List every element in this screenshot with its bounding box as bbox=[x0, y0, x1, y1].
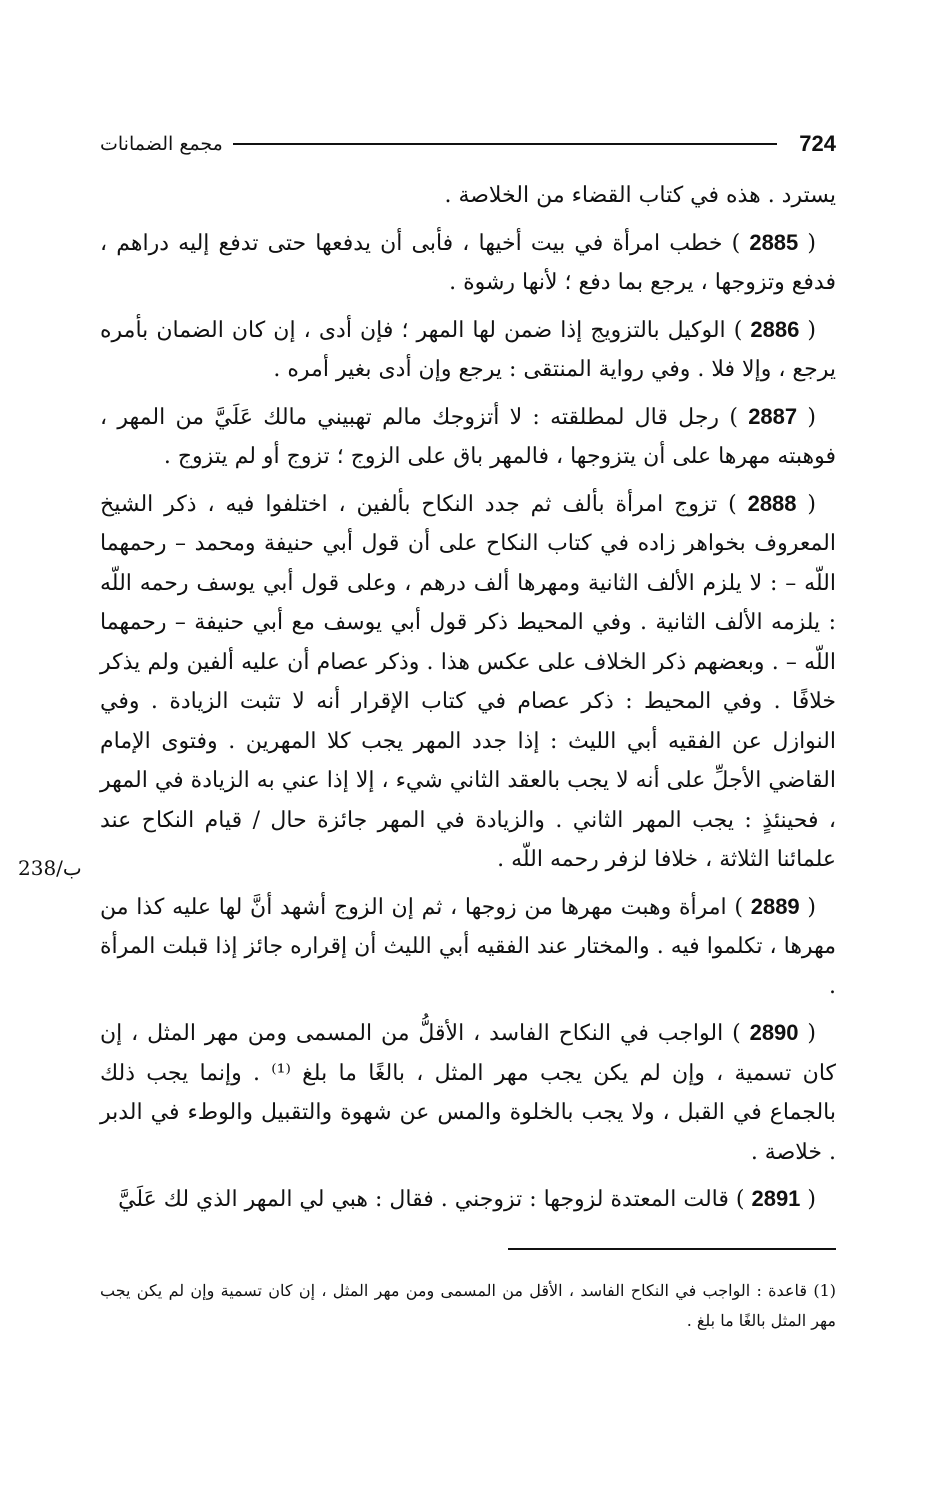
entry-number: 2886 bbox=[750, 316, 800, 342]
entry-text: رجل قال لمطلقته : لا أتزوجك مالم تهبيني مالك عَلَيَّ من المهر ، فوهبته مهرها على أن يتزوجها ، فالمهر باق على الزوج ؛ تزوج أو لم يتزوج . bbox=[100, 404, 836, 469]
page-header bbox=[100, 124, 836, 164]
entry-number: 2885 bbox=[749, 229, 799, 255]
entry-paragraph: ( 2885 ) خطب امرأة في بيت أخيها ، فأبى أن يدفعها حتى تدفع إليه دراهم ، فدفع وتزوجها ، يرجع بما دفع ؛ لأنها رشوة . bbox=[100, 229, 836, 295]
entry-text: قالت المعتدة لزوجها : تزوجني . فقال : هبي لي المهر الذي لك عَلَيَّ bbox=[118, 1187, 729, 1212]
header-rule bbox=[233, 143, 777, 145]
entry-number: 2891 bbox=[751, 1186, 801, 1211]
entry-paragraph: ( 2891 ) قالت المعتدة لزوجها : تزوجني . فقال : هبي لي المهر الذي لك عَلَيَّ bbox=[118, 1186, 816, 1212]
footnote: (1) قاعدة : الواجب في النكاح الفاسد ، الأقل من المسمى ومن مهر المثل ، إن كان تسمية وإن لم يكن يجب مهر المثل بالغًا ما بلغ . bbox=[100, 1281, 836, 1330]
footnote-rule bbox=[508, 1248, 836, 1250]
entry-text: الوكيل بالتزويج إذا ضمن لها المهر ؛ فإن أدى ، إن كان الضمان بأمره يرجع ، وإلا فلا . وفي رواية المنتقى : يرجع وإن أدى بغير أمره . bbox=[100, 317, 836, 382]
entry-number: 2887 bbox=[748, 403, 798, 429]
entry-text: الواجب في النكاح الفاسد ، الأقلُّ من المسمى ومن مهر المثل ، إن كان تسمية ، وإن لم يكن يجب مهر المثل ، بالغًا ما بلغ ⁽¹⁾ . وإنما يجب ذلك بالجماع في القبل ، ولا يجب بالخلوة والمس عن شهوة والتقبيل والوطء في الدبر . خلاصة . bbox=[100, 1021, 836, 1165]
intro-paragraph: يسترد . هذه في كتاب القضاء من الخلاصة . bbox=[444, 183, 836, 208]
entry-text: تزوج امرأة بألف ثم جدد النكاح بألفين ، اختلفوا فيه ، ذكر الشيخ المعروف بخواهر زاده في كتاب النكاح على أن قول أبي حنيفة ومحمد – رحمهما اللّه – : لا يلزم الألف الثانية ومهرها ألف درهم ، وعلى قول أبي يوسف رحمه اللّه : يلزمه الألف الثانية . وفي المحيط ذكر قول أبي يوسف مع أبي حنيفة – رحمهما اللّه – . وبعضهم ذكر الخلاف على عكس هذا . وذكر عصام أن عليه ألفين ولم يذكر خلافًا . وفي المحيط : ذكر عصام في كتاب الإقرار أنه لا تثبت الزيادة . وفي النوازل عن الفقيه أبي الليث : إذا جدد المهر يجب كلا المهرين . وفتوى الإمام القاضي الأجلِّ على أنه لا يجب بالعقد الثاني شيء ، إلا إذا عني به الزيادة في المهر ، فحينئذٍ : يجب المهر الثاني . والزيادة في المهر جائزة حال / قيام النكاح عند علمائنا الثلاثة ، خلافا لزفر رحمه اللّه . bbox=[100, 491, 836, 872]
running-title: مجمع الضمانات bbox=[100, 133, 223, 155]
entry-text: امرأة وهبت مهرها من زوجها ، ثم إن الزوج أشهد أنَّ لها عليه كذا من مهرها ، تكلموا فيه . والمختار عند الفقيه أبي الليث أن إقراره جائز إذا قبلت المرأة . bbox=[100, 894, 836, 999]
entry-paragraph: ( 2889 ) امرأة وهبت مهرها من زوجها ، ثم إن الزوج أشهد أنَّ لها عليه كذا من مهرها ، تكلموا فيه . والمختار عند الفقيه أبي الليث أن إقراره جائز إذا قبلت المرأة . bbox=[100, 893, 836, 999]
entry-paragraph: ( 2888 ) تزوج امرأة بألف ثم جدد النكاح بألفين ، اختلفوا فيه ، ذكر الشيخ المعروف بخواهر زاده في كتاب النكاح على أن قول أبي حنيفة ومحمد – رحمهما اللّه – : لا يلزم الألف الثانية ومهرها ألف درهم ، وعلى قول أبي يوسف رحمه اللّه : يلزمه الألف الثانية . وفي المحيط ذكر قول أبي يوسف مع أبي حنيفة – رحمهما اللّه – . وبعضهم ذكر الخلاف على عكس هذا . وذكر عصام أن عليه ألفين ولم يذكر خلافًا . وفي المحيط : ذكر عصام في كتاب الإقرار أنه لا تثبت الزيادة . وفي النوازل عن الفقيه أبي الليث : إذا جدد المهر يجب كلا المهرين . وفتوى الإمام القاضي الأجلِّ على أنه لا يجب بالعقد الثاني شيء ، إلا إذا عني به الزيادة في المهر ، فحينئذٍ : يجب المهر الثاني . والزيادة في المهر جائزة حال / قيام النكاح عند علمائنا الثلاثة ، خلافا لزفر رحمه اللّه . bbox=[100, 490, 836, 872]
entry-text: خطب امرأة في بيت أخيها ، فأبى أن يدفعها حتى تدفع إليه دراهم ، فدفع وتزوجها ، يرجع بما دفع ؛ لأنها رشوة . bbox=[100, 230, 836, 295]
entry-paragraph: ( 2890 ) الواجب في النكاح الفاسد ، الأقلُّ من المسمى ومن مهر المثل ، إن كان تسمية ، وإن لم يكن يجب مهر المثل ، بالغًا ما بلغ ⁽¹⁾ . وإنما يجب ذلك بالجماع في القبل ، ولا يجب بالخلوة والمس عن شهوة والتقبيل والوطء في الدبر . خلاصة . bbox=[100, 1020, 836, 1165]
entry-number: 2888 bbox=[747, 490, 797, 516]
entry-paragraph: ( 2886 ) الوكيل بالتزويج إذا ضمن لها المهر ؛ فإن أدى ، إن كان الضمان بأمره يرجع ، وإلا فلا . وفي رواية المنتقى : يرجع وإن أدى بغير أمره . bbox=[100, 316, 836, 382]
entry-paragraph: ( 2887 ) رجل قال لمطلقته : لا أتزوجك مالم تهبيني مالك عَلَيَّ من المهر ، فوهبته مهرها على أن يتزوجها ، فالمهر باق على الزوج ؛ تزوج أو لم يتزوج . bbox=[100, 403, 836, 469]
entry-number: 2889 bbox=[750, 893, 800, 919]
folio-margin-note: 238/ب bbox=[18, 856, 82, 880]
body-text bbox=[100, 176, 836, 1227]
page-number: 724 bbox=[799, 131, 836, 156]
entry-number: 2890 bbox=[749, 1020, 799, 1045]
